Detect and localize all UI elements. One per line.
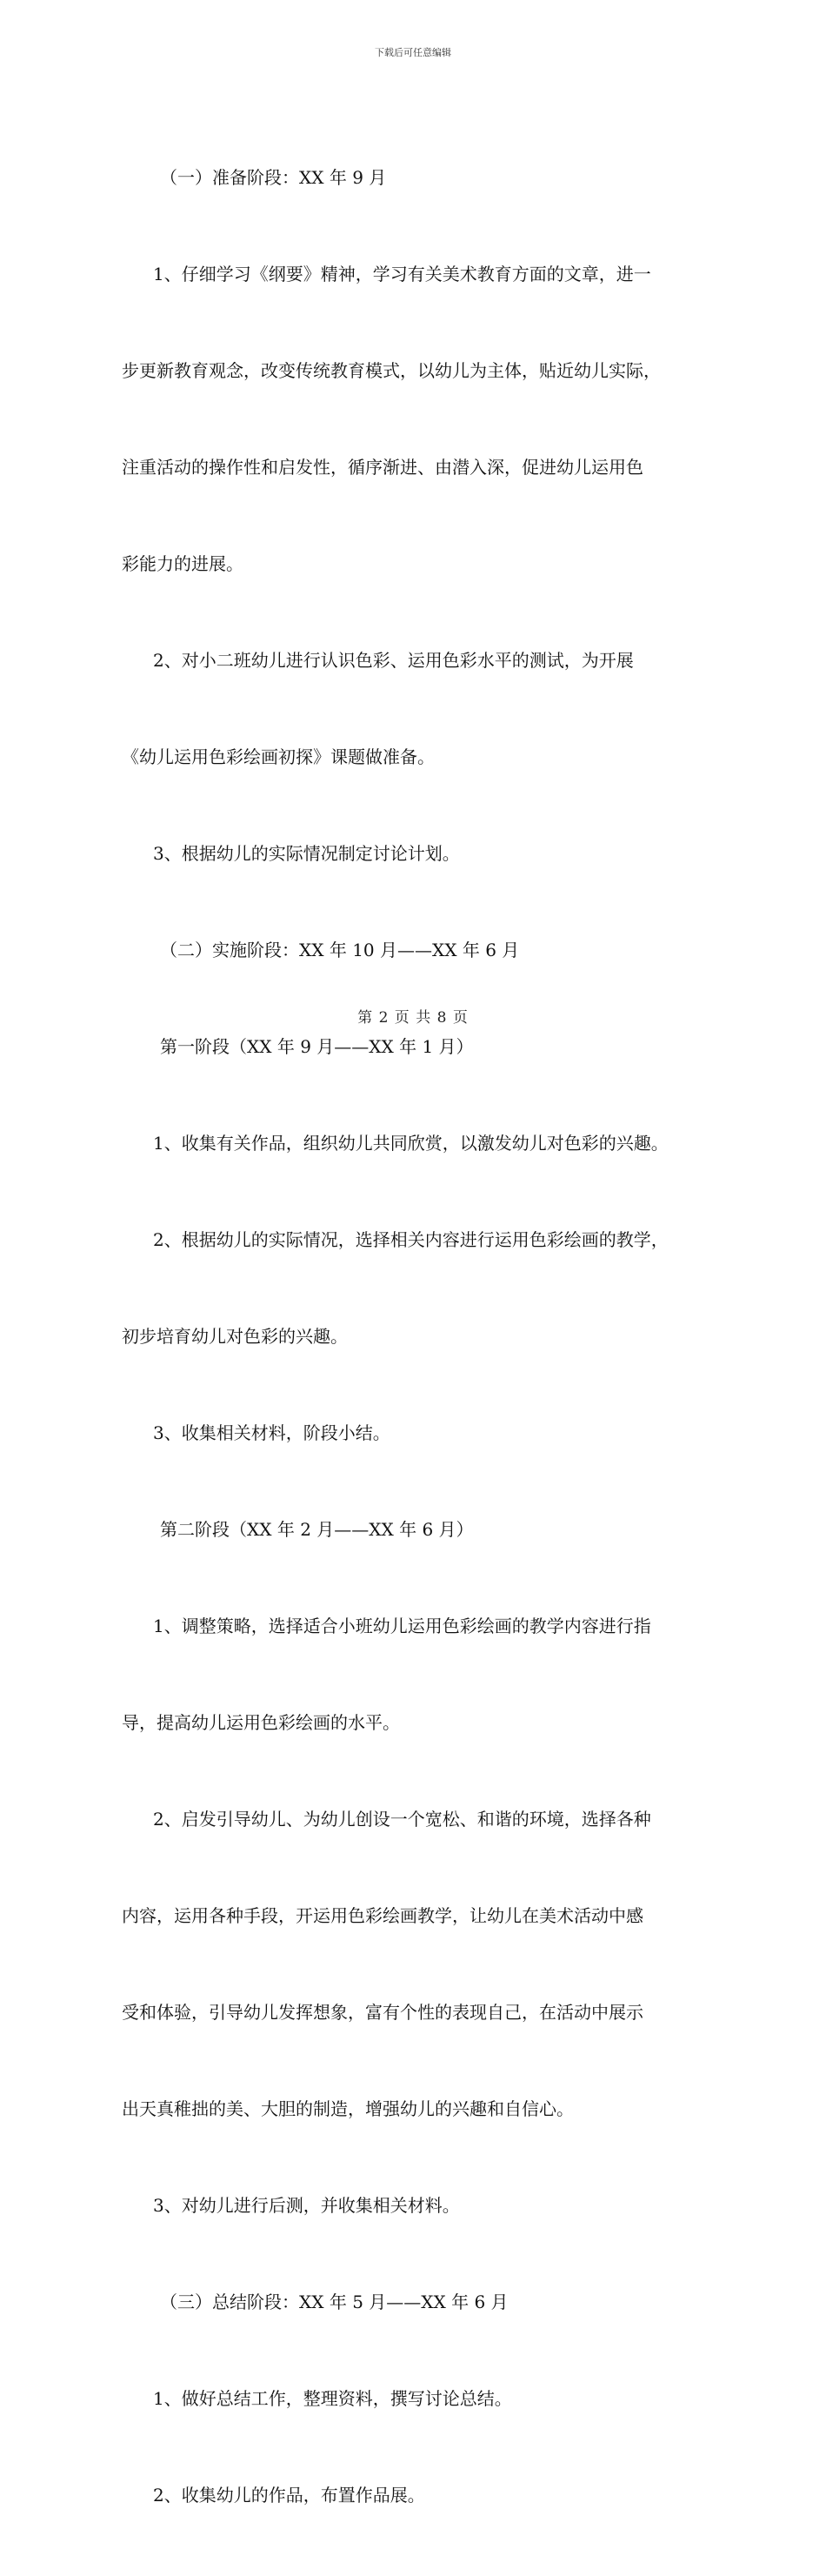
text-line: 2、收集幼儿的作品，布置作品展。: [153, 2485, 425, 2506]
page-header: 下载后可任意编辑: [375, 47, 451, 58]
text-line: 第一阶段（XX 年 9 月——XX 年 1 月）: [160, 1036, 474, 1057]
text-line: 1、收集有关作品，组织幼儿共同欣赏，以激发幼儿对色彩的兴趣。: [153, 1133, 669, 1154]
text-line: 1、仔细学习《纲要》精神，学习有关美术教育方面的文章，进一: [153, 264, 651, 284]
text-line: 3、对幼儿进行后测，并收集相关材料。: [153, 2195, 460, 2216]
text-line: 2、根据幼儿的实际情况，选择相关内容进行运用色彩绘画的教学，: [153, 1229, 669, 1250]
text-line: 2、对小二班幼儿进行认识色彩、运用色彩水平的测试，为开展: [153, 650, 634, 671]
text-line: 注重活动的操作性和启发性，循序渐进、由潜入深，促进幼儿运用色: [122, 457, 643, 478]
text-line: 内容，运用各种手段，开运用色彩绘画教学，让幼儿在美术活动中感: [122, 1905, 643, 1926]
text-line: （三）总结阶段：XX 年 5 月——XX 年 6 月: [160, 2292, 509, 2312]
text-line: 1、调整策略，选择适合小班幼儿运用色彩绘画的教学内容进行指: [153, 1616, 651, 1636]
document-body: [122, 97, 713, 2576]
text-line: （一）准备阶段：XX 年 9 月: [160, 167, 387, 188]
text-line: 2、启发引导幼儿、为幼儿创设一个宽松、和谐的环境，选择各种: [153, 1809, 651, 1830]
text-line: 彩能力的进展。: [122, 553, 243, 574]
document-text: [122, 97, 713, 2576]
text-line: 导，提高幼儿运用色彩绘画的水平。: [122, 1712, 400, 1733]
text-line: 3、收集相关材料，阶段小结。: [153, 1422, 390, 1443]
text-line: 出天真稚拙的美、大胆的制造，增强幼儿的兴趣和自信心。: [122, 2098, 574, 2119]
text-line: 3、根据幼儿的实际情况制定讨论计划。: [153, 843, 460, 864]
text-line: 《幼儿运用色彩绘画初探》课题做准备。: [122, 746, 435, 767]
text-line: （二）实施阶段：XX 年 10 月——XX 年 6 月: [160, 940, 520, 960]
text-line: 第二阶段（XX 年 2 月——XX 年 6 月）: [160, 1519, 474, 1540]
page-number-footer: 第 2 页 共 8 页: [357, 1009, 469, 1027]
text-line: 1、做好总结工作，整理资料，撰写讨论总结。: [153, 2388, 512, 2409]
text-line: 受和体验，引导幼儿发挥想象，富有个性的表现自己，在活动中展示: [122, 2002, 643, 2023]
text-line: 步更新教育观念，改变传统教育模式，以幼儿为主体，贴近幼儿实际，: [122, 360, 661, 381]
text-line: 初步培育幼儿对色彩的兴趣。: [122, 1326, 348, 1347]
